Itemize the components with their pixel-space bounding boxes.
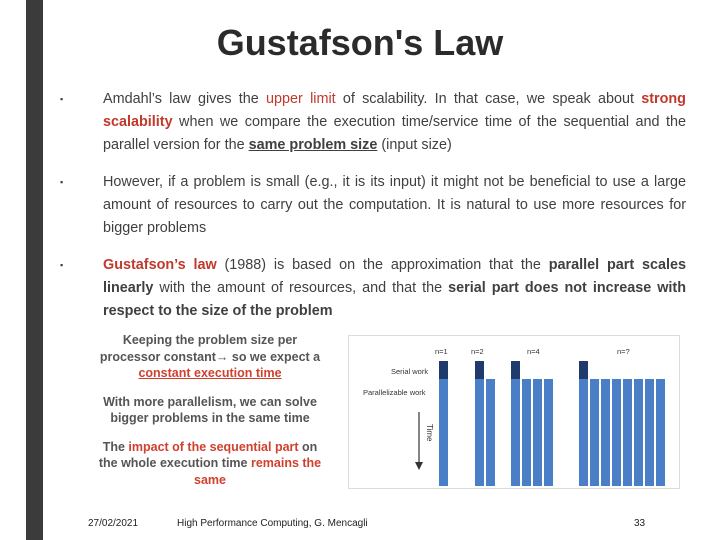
parallel-bar [544,379,553,486]
parallel-bar [579,379,588,486]
highlight-serial-part: serial part does not increase with respect to the size of the problem [103,280,686,319]
highlight-same-problem-size: same problem size [248,137,378,153]
highlight-gustafson-law: Gustafson’s law [103,257,217,273]
note-text: Keeping the problem size per processor constant→ so we expect a [99,333,321,364]
bullet-item [60,171,686,240]
parallelizable-work-label: Parallelizable work [363,388,426,397]
parallel-bar [475,379,484,486]
bullet-text: (1988) is based on the approximation that the [216,257,549,273]
time-label: Time [425,424,434,442]
note-highlight: constant execution time [138,366,282,380]
column-label: n=? [617,347,630,356]
serial-bar [579,361,588,379]
bullet-marker: ▪ [60,260,64,270]
bullet-text: Amdahl’s law gives the [103,91,267,107]
bullet-item [60,88,686,157]
parallel-bar [601,379,610,486]
parallel-bar [645,379,654,486]
note-paragraph [96,332,324,382]
parallel-bar [634,379,643,486]
serial-bar [439,361,448,379]
serial-bar [475,361,484,379]
note-text: The [102,439,129,454]
bullet-item [60,254,686,323]
gustafson-diagram [348,335,680,489]
annotation-text [96,332,324,500]
note-paragraph: With more parallelism, we can solve bigger problems in the same time [103,394,317,425]
parallel-bar [590,379,599,486]
bullet-marker: ▪ [60,177,64,187]
parallel-bar [486,379,495,486]
parallel-bar [533,379,542,486]
note-highlight: impact of the sequential part [128,439,299,454]
footer-page-number: 33 [634,518,646,529]
parallel-bar [656,379,665,486]
diagram-svg [349,336,679,488]
time-arrow-head [415,462,423,470]
serial-bar [511,361,520,379]
parallel-bar [511,379,520,486]
column-label: n=4 [527,347,540,356]
footer-course: High Performance Computing, G. Mencagli [177,518,368,529]
parallel-bar [522,379,531,486]
parallel-bar [439,379,448,486]
note-highlight: remains the same [194,456,322,487]
bullet-text: with the amount of resources, and that the [153,280,449,296]
bullet-text: of scalability. In that case, we speak about [335,91,642,107]
column-label: n=2 [471,347,484,356]
serial-work-label: Serial work [391,367,429,376]
column-label: n=1 [435,347,448,356]
highlight-upper-limit: upper limit [266,91,336,107]
parallel-bar [612,379,621,486]
bullet-text: when we compare the execution time/service time of the sequential and the parallel version for the [103,114,686,153]
footer-date: 27/02/2021 [88,518,139,529]
highlight-strong-scalability: strong scalability [103,91,686,130]
bullet-marker: ▪ [60,94,64,104]
note-paragraph [96,439,324,489]
note-text: on the whole execution time [98,439,318,470]
bullet-text: However, if a problem is small (e.g., it is its input) it might not be beneficial to use a large amount of resources to carry out the computation. It is natural to use more resources for bigger problems [103,174,686,236]
bullet-text: (input size) [377,137,452,153]
left-accent-bar [26,0,43,540]
highlight-parallel-scales: parallel part scales linearly [103,257,686,296]
bullet-list [60,88,686,337]
slide-title: Gustafson's Law [216,22,504,63]
parallel-bar [623,379,632,486]
